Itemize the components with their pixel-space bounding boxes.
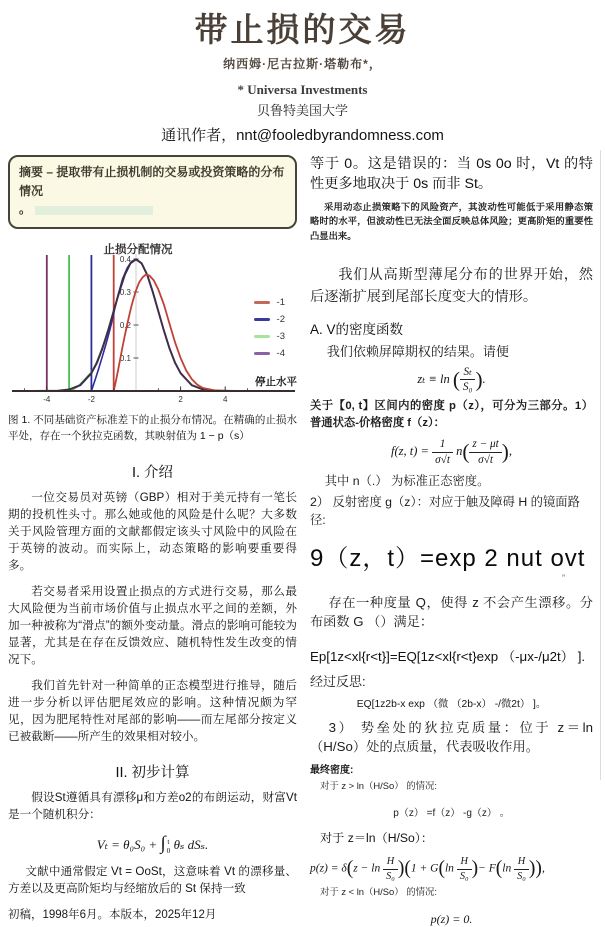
abstract-box [8,155,297,229]
paper-title: 带止损的交易 [194,11,411,48]
integral-limits: t 0 [166,837,171,856]
legend-label: -2 [276,314,285,326]
standard-normal-note: 其中 n（.） 为标准正态密度。 [324,474,490,489]
corresponding-author-email: 通讯作者，nnt@fooledbyrandomness.com [161,127,444,145]
svg-text:0.4: 0.4 [119,255,131,265]
paren-close: ) [528,858,536,880]
formula-p-delta: p(z) = δ(z − ln $\frac{H}{\text{S₀}}$ )(1 + G(ln $\frac{H}{\text{S₀}}$ )− F(ln $\frac{H}{\text{S₀}}$ )), [310,856,545,882]
formula-p-zero: p(z) = 0. [430,912,473,927]
svg-text:0.2: 0.2 [119,321,131,331]
legend-item--4 [254,348,285,359]
density-curve--4 [33,259,256,391]
fraction-h-s0: $\frac{H}{\text{S₀}}$ [457,856,472,882]
legend-swatch [254,318,270,321]
fraction-h-s0: $\frac{H}{\text{S₀}}$ [514,856,529,882]
svg-text:2: 2 [178,395,183,405]
svg-text:-4: -4 [43,395,51,405]
section-heading-calculations: II. 初步计算 [115,765,190,782]
integral-sign: ∫ [160,833,166,855]
left-column [8,155,297,927]
paren-close: ) [475,367,483,392]
fraction-h-s0: $\frac{H}{\text{S₀}}$ [383,856,398,882]
paren-open: ( [495,858,503,880]
paren-open: ( [346,858,354,880]
paren-close: ) [501,439,509,464]
legend-label: -1 [276,297,285,309]
paren-open: ( [404,858,411,880]
barrier-options-note: 我们依赖屏障期权的结果。请便 [326,343,509,359]
case-z-less-label: 对于 z < ln（H/So） 的情况: [320,886,437,898]
right-paragraph-1: 等于 0。这是错误的：当 0s 0o 时，Vt 的特性更多地取决于 0s 而非 St。 [310,156,593,193]
highlight-artifact [35,206,153,215]
legend-swatch [254,352,270,355]
section-heading-introduction: I. 介绍 [131,464,174,481]
formula-superscript-artifact: ” [562,573,565,584]
formula-normal-density: f(z, t) = $\frac{1}{\sigma√t}$ n( $\frac{z - \mu t}{\sigma√t}$ ), [391,438,512,466]
affiliation-university: 贝鲁特美国大学 [256,103,348,119]
reflected-density-intro: 2） 反射密度 g（z）：对应于触及障碍 H 的镜面路径: [310,495,580,528]
paren-open: ( [438,858,445,880]
paren-close: ) [471,858,479,880]
paper-header [0,0,605,145]
svg-text:-2: -2 [87,395,95,405]
affiliation-universa: * Universa Investments [237,82,368,98]
literature-paragraph: 文献中通常假定 Vt = OoSt，这意味着 Vt 的漂移量、方差以及更高阶矩均与经缩放后的 St 保持一致 [8,865,297,896]
chart-legend [254,297,285,359]
chart-title: 止损分配情况 [103,244,173,257]
density-curve--1 [114,275,237,392]
reflection-label: 经过反思: [310,673,366,689]
legend-swatch [254,301,270,304]
fraction-one-over-sigma: $\frac{1}{\sigma√t}$ [432,438,453,466]
measure-q-paragraph: 存在一种度量 Q，使得 z 不会产生漂移。分布函数 G （）满足： [310,595,593,630]
figure-1-chart [8,241,297,409]
chart-x-axis-label: 停止水平 [255,376,297,389]
legend-item--3 [254,331,285,342]
formula-p-equals-f-minus-g: p（z） =f（z） -g（z） 。 [393,808,510,820]
formula-expectation: Ep[1z<xl{r<t}]=EQ[1z<xl{r<t}exp （-μx-/μ2t） ]. [310,648,586,664]
right-paragraph-2: 我们从高斯型薄尾分布的世界开始，然后逐渐扩展到尾部长度变大的情形。 [310,267,593,305]
two-column-body [0,145,605,927]
svg-text:4: 4 [222,395,228,405]
formula-v-post: θₛ dSₛ. [170,837,209,853]
legend-item--1 [254,297,285,308]
svg-text:0.3: 0.3 [119,288,131,298]
figure-1-caption: 图 1. 不同基础资产标准差下的止损分布情况。在精确的止损水平处，存在一个狄拉克函数，其映射值为 1 − p（s） [8,414,297,442]
formula-reflection: EQ[1z2b-x exp （微 （2b-x） -/微2t） ]。 [356,698,547,710]
dirac-mass-paragraph: 3） 势垒处的狄拉克质量：位于 z＝ln（H/So）处的点质量，代表吸收作用。 [310,719,593,755]
legend-label: -4 [276,348,285,360]
legend-label: -3 [276,331,285,343]
formula-log-return: zₜ ≡ ln ( $\frac{\text{Sₜ}}{\text{S₀}}$ ). [417,365,486,394]
svg-text:0.1: 0.1 [119,354,131,364]
fraction-z-mu-t: $\frac{z - \mu t}{\sigma√t}$ [469,438,501,466]
volatility-footnote: 采用动态止损策略下的风险资产，其波动性可能低于采用静态策略时的水平，但波动性已无法全面反映总体风险；更高阶矩的重要性凸显出来。 [310,202,593,241]
intro-paragraph-1: 一位交易员对英镑（GBP）相对于美元持有一笔长期的投机性头寸。那么她或他的风险是什么呢？大多数关于风险管理方面的文献都假定该头寸风险中的风险在于英镑的波动。而实际上，动态策略的影响要重要得多。 [8,490,297,572]
right-column [310,155,593,927]
density-parts-paragraph: 关于【0, t】区间内的密度 p（z），可分为三部分。1） 普通状态-价格密度 f（z）： [310,399,593,429]
abstract-period: 。 [19,202,32,217]
legend-item--2 [254,314,285,325]
formula-wealth-integral [8,833,297,855]
intro-paragraph-2: 若交易者采用设置止损点的方式进行交易，那么最大风险便为当前市场价值与止损点水平之间的差额，外加一种被称为“滑点”的额外变动量。滑点的影响可能较为显著，尤其是在存在反馈效应、随机特性发生改变的情况下。 [8,584,297,666]
page-edge-artifact [600,150,601,780]
draft-date-note: 初稿，1998年6月。本版本，2025年12月 [8,909,217,922]
case-z-greater-label: 对于 z > ln（H/So） 的情况: [320,780,437,792]
paren-close: ) [535,858,542,880]
paren-close: ) [397,858,405,880]
paren-open: ( [452,367,460,392]
case-z-equal-label: 对于 z＝ln（H/So）： [320,831,434,846]
author-line: 纳西姆·尼古拉斯·塔勒布*， [223,57,382,72]
fraction-st-s0: $\frac{\text{Sₜ}}{\text{S₀}}$ [460,366,476,394]
intro-paragraph-3: 我们首先针对一种简单的正态模型进行推导，随后进一步分析以评估肥尾效应的影响。这种情况颇为罕见，因为肥尾特性对尾部的影响——而左尾部分按定义已被截断——所产生的效果相对较小。 [8,678,297,743]
final-density-label: 最终密度: [310,765,354,777]
formula-v-pre: Vₜ = θ₀S₀ + [96,837,161,853]
paren-open: ( [462,439,470,464]
formula-reflected-density: 9（z，t）=exp 2 nut ovt [310,545,586,573]
legend-swatch [254,335,270,338]
calc-paragraph: 假设St遵循具有漂移μ和方差o2的布朗运动，财富Vt是一个随机积分： [8,791,297,822]
abstract-text: 摘要 – 提取带有止损机制的交易或投资策略的分布情况 [19,165,285,198]
subsection-heading-density: A. V的密度函数 [310,321,404,337]
